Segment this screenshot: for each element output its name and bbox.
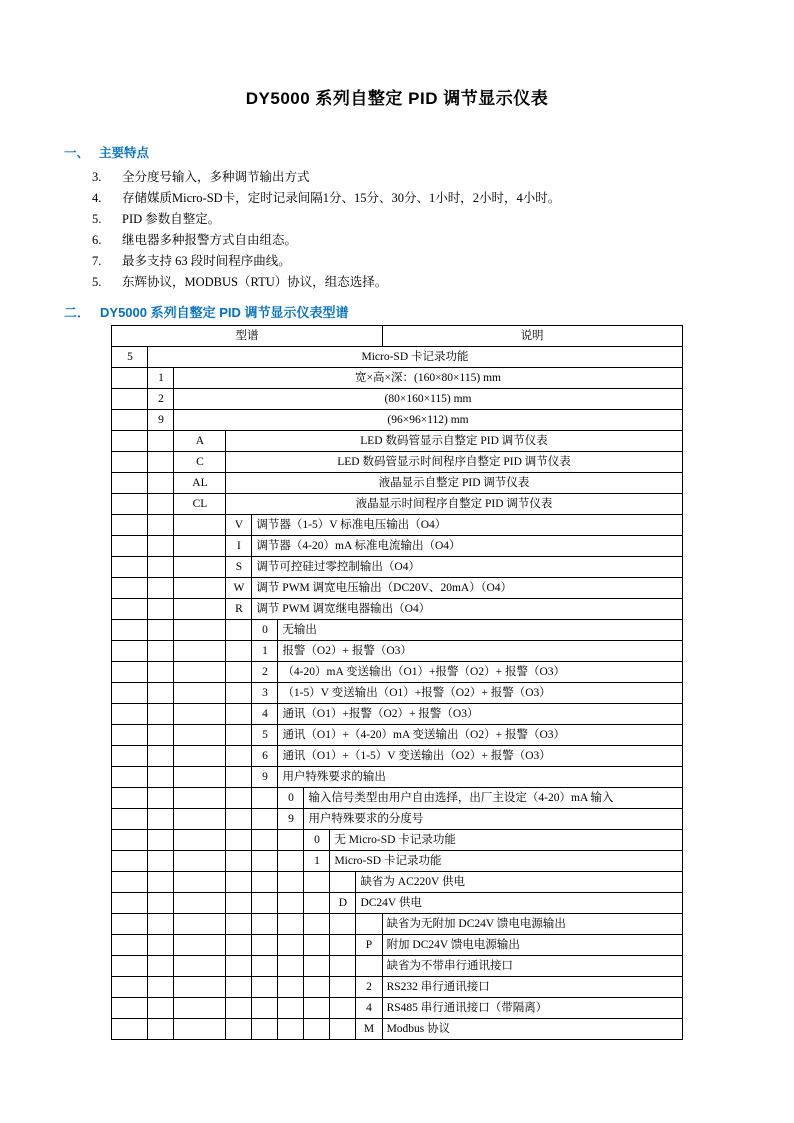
row-code: 1 [304, 851, 330, 872]
row-code: 1 [148, 368, 174, 389]
row-code: 3 [252, 683, 278, 704]
table-row [112, 473, 682, 494]
spacer-cell [278, 956, 304, 977]
spacer-cell [112, 683, 148, 704]
spacer-cell [174, 956, 226, 977]
row-code: 2 [356, 977, 382, 998]
table-row [112, 515, 682, 536]
row-code: 0 [278, 788, 304, 809]
row-code: P [356, 935, 382, 956]
spacer-cell [148, 830, 174, 851]
row-desc: 液晶显示自整定 PID 调节仪表 [226, 473, 682, 494]
spacer-cell [252, 788, 278, 809]
spacer-cell [226, 851, 252, 872]
spacer-cell [112, 494, 148, 515]
row-desc: 无 Micro-SD 卡记录功能 [330, 830, 682, 851]
spacer-cell [174, 725, 226, 746]
spacer-cell [174, 515, 226, 536]
spacer-cell [304, 935, 330, 956]
spacer-cell [148, 431, 174, 452]
spacer-cell [226, 956, 252, 977]
spacer-cell [112, 431, 148, 452]
table-header-model: 型谱 [112, 326, 382, 347]
spacer-cell [112, 893, 148, 914]
list-marker: 7. [92, 254, 102, 268]
spacer-cell [148, 473, 174, 494]
spacer-cell [148, 1019, 174, 1040]
spacer-cell [330, 956, 356, 977]
row-code [330, 872, 356, 893]
spacer-cell [304, 872, 330, 893]
table-row [112, 620, 682, 641]
row-desc: 附加 DC24V 馈电电源输出 [382, 935, 682, 956]
row-desc: 液晶显示时间程序自整定 PID 调节仪表 [226, 494, 682, 515]
row-code: 9 [148, 410, 174, 431]
spacer-cell [304, 893, 330, 914]
spacer-cell [174, 704, 226, 725]
row-code: 4 [356, 998, 382, 1019]
spacer-cell [278, 914, 304, 935]
spacer-cell [278, 977, 304, 998]
spacer-cell [174, 977, 226, 998]
table-row [112, 347, 682, 368]
spacer-cell [174, 830, 226, 851]
spacer-cell [148, 536, 174, 557]
section-number: 二． [64, 305, 91, 320]
spacer-cell [174, 809, 226, 830]
table-row [112, 998, 682, 1019]
spacer-cell [330, 935, 356, 956]
table-row [112, 935, 682, 956]
row-code: 2 [252, 662, 278, 683]
table-row [112, 641, 682, 662]
spacer-cell [112, 389, 148, 410]
spacer-cell [226, 830, 252, 851]
table-row [112, 557, 682, 578]
spacer-cell [112, 662, 148, 683]
spacer-cell [356, 956, 382, 977]
spacer-cell [252, 977, 278, 998]
spacer-cell [226, 746, 252, 767]
row-desc: Micro-SD 卡记录功能 [330, 851, 682, 872]
table-row [112, 746, 682, 767]
list-item [64, 272, 730, 292]
list-text: 最多支持 63 段时间程序曲线。 [122, 254, 291, 268]
spacer-cell [278, 851, 304, 872]
spacer-cell [148, 515, 174, 536]
row-code: A [174, 431, 226, 452]
spacer-cell [112, 746, 148, 767]
table-row [112, 704, 682, 725]
row-desc: 调节 PWM 调宽继电器输出（O4） [252, 599, 682, 620]
spacer-cell [148, 956, 174, 977]
spacer-cell [148, 872, 174, 893]
list-item [64, 209, 730, 229]
row-code: V [226, 515, 252, 536]
row-code: AL [174, 473, 226, 494]
spacer-cell [226, 935, 252, 956]
list-marker: 3. [92, 170, 102, 184]
row-desc: DC24V 供电 [356, 893, 682, 914]
spacer-cell [174, 557, 226, 578]
spacer-cell [148, 893, 174, 914]
table-row [112, 578, 682, 599]
list-marker: 4. [92, 191, 102, 205]
row-code: 0 [304, 830, 330, 851]
spacer-cell [112, 1019, 148, 1040]
spacer-cell [148, 746, 174, 767]
model-spectrum-table [111, 325, 682, 1040]
row-desc: LED 数码管显示时间程序自整定 PID 调节仪表 [226, 452, 682, 473]
spacer-cell [148, 809, 174, 830]
row-desc: 调节可控硅过零控制输出（O4） [252, 557, 682, 578]
row-code: C [174, 452, 226, 473]
list-text: 继电器多种报警方式自由组态。 [122, 233, 298, 247]
spacer-cell [252, 851, 278, 872]
spacer-cell [252, 935, 278, 956]
spacer-cell [148, 851, 174, 872]
list-item [64, 188, 730, 208]
section-number: 一、 [64, 146, 90, 160]
spacer-cell [278, 1019, 304, 1040]
spacer-cell [112, 536, 148, 557]
table-row [112, 956, 682, 977]
spacer-cell [148, 599, 174, 620]
spacer-cell [148, 977, 174, 998]
row-code: W [226, 578, 252, 599]
row-desc: 通讯（O1）+（1-5）V 变送输出（O2）+ 报警（O3） [278, 746, 682, 767]
row-code: 0 [252, 620, 278, 641]
row-desc: 通讯（O1）+报警（O2）+ 报警（O3） [278, 704, 682, 725]
spacer-cell [226, 683, 252, 704]
table-row [112, 662, 682, 683]
row-code: I [226, 536, 252, 557]
row-desc: RS485 串行通讯接口（带隔离） [382, 998, 682, 1019]
list-marker: 5. [92, 275, 102, 289]
row-code: S [226, 557, 252, 578]
table-row [112, 389, 682, 410]
row-code: 5 [112, 347, 148, 368]
spacer-cell [148, 641, 174, 662]
spacer-cell [226, 872, 252, 893]
spacer-cell [252, 872, 278, 893]
list-marker: 6. [92, 233, 102, 247]
spacer-cell [148, 725, 174, 746]
spacer-cell [252, 893, 278, 914]
list-item [64, 167, 730, 187]
spacer-cell [112, 998, 148, 1019]
spacer-cell [226, 767, 252, 788]
spacer-cell [226, 620, 252, 641]
section-title: DY5000 系列自整定 PID 调节显示仪表型谱 [100, 305, 349, 320]
spacer-cell [174, 683, 226, 704]
table-row [112, 977, 682, 998]
list-item [64, 251, 730, 271]
spacer-cell [304, 956, 330, 977]
spacer-cell [112, 515, 148, 536]
spacer-cell [304, 998, 330, 1019]
spacer-cell [112, 578, 148, 599]
row-code: CL [174, 494, 226, 515]
table-header-desc: 说明 [382, 326, 682, 347]
spacer-cell [112, 641, 148, 662]
table-row [112, 788, 682, 809]
section-title: 主要特点 [99, 146, 150, 160]
row-code: 5 [252, 725, 278, 746]
spacer-cell [252, 1019, 278, 1040]
spacer-cell [226, 641, 252, 662]
row-code: 6 [252, 746, 278, 767]
row-desc: （1-5）V 变送输出（O1）+报警（O2）+ 报警（O3） [278, 683, 682, 704]
spacer-cell [112, 767, 148, 788]
spacer-cell [330, 1019, 356, 1040]
row-desc: 宽×高×深：(160×80×115) mm [174, 368, 682, 389]
spacer-cell [330, 977, 356, 998]
row-desc: 调节器（1-5）V 标准电压输出（O4） [252, 515, 682, 536]
spacer-cell [174, 872, 226, 893]
spacer-cell [252, 830, 278, 851]
list-text: 东辉协议，MODBUS（RTU）协议，组态选择。 [122, 275, 388, 289]
spacer-cell [174, 935, 226, 956]
table-row [112, 830, 682, 851]
spacer-cell [226, 662, 252, 683]
spacer-cell [174, 998, 226, 1019]
spacer-cell [174, 893, 226, 914]
spacer-cell [112, 914, 148, 935]
table-row [112, 494, 682, 515]
row-desc: Micro-SD 卡记录功能 [148, 347, 682, 368]
spacer-cell [148, 683, 174, 704]
spacer-cell [252, 998, 278, 1019]
spacer-cell [148, 620, 174, 641]
row-desc: 输入信号类型由用户自由选择，出厂主设定（4-20）mA 输入 [304, 788, 682, 809]
list-item [64, 230, 730, 250]
feature-list [64, 167, 730, 292]
spacer-cell [112, 725, 148, 746]
row-desc: 缺省为不带串行通讯接口 [382, 956, 682, 977]
row-desc: RS232 串行通讯接口 [382, 977, 682, 998]
spacer-cell [148, 452, 174, 473]
spacer-cell [112, 956, 148, 977]
spacer-cell [148, 914, 174, 935]
row-desc: Modbus 协议 [382, 1019, 682, 1040]
spacer-cell [304, 977, 330, 998]
table-row [112, 536, 682, 557]
row-desc: (80×160×115) mm [174, 389, 682, 410]
row-code: M [356, 1019, 382, 1040]
table-row [112, 683, 682, 704]
spacer-cell [174, 578, 226, 599]
spacer-cell [278, 935, 304, 956]
table-row [112, 914, 682, 935]
row-desc: 无输出 [278, 620, 682, 641]
row-desc: 通讯（O1）+（4-20）mA 变送输出（O2）+ 报警（O3） [278, 725, 682, 746]
table-row [112, 767, 682, 788]
list-text: 全分度号输入，多种调节输出方式 [122, 170, 310, 184]
spacer-cell [112, 620, 148, 641]
section-heading-features [64, 143, 730, 161]
spacer-cell [174, 620, 226, 641]
spacer-cell [112, 809, 148, 830]
row-code: R [226, 599, 252, 620]
row-code: 4 [252, 704, 278, 725]
row-code: 9 [278, 809, 304, 830]
spacer-cell [112, 788, 148, 809]
table-row [112, 725, 682, 746]
row-code: 2 [148, 389, 174, 410]
spacer-cell [148, 767, 174, 788]
spacer-cell [330, 998, 356, 1019]
spacer-cell [148, 578, 174, 599]
spacer-cell [112, 557, 148, 578]
spacer-cell [278, 998, 304, 1019]
row-desc: 用户特殊要求的输出 [278, 767, 682, 788]
spacer-cell [252, 914, 278, 935]
row-desc: （4-20）mA 变送输出（O1）+报警（O2）+ 报警（O3） [278, 662, 682, 683]
spacer-cell [174, 914, 226, 935]
spacer-cell [226, 704, 252, 725]
spacer-cell [112, 452, 148, 473]
table-row [112, 872, 682, 893]
table-row [112, 893, 682, 914]
row-desc: 调节 PWM 调宽电压输出（DC20V、20mA）（O4） [252, 578, 682, 599]
row-desc: 调节器（4-20）mA 标准电流输出（O4） [252, 536, 682, 557]
spacer-cell [226, 998, 252, 1019]
row-code: 9 [252, 767, 278, 788]
spacer-cell [174, 599, 226, 620]
spacer-cell [174, 851, 226, 872]
spacer-cell [278, 893, 304, 914]
section-heading-model-table [64, 302, 730, 321]
list-text: PID 参数自整定。 [122, 212, 221, 226]
spacer-cell [112, 599, 148, 620]
spacer-cell [112, 977, 148, 998]
spacer-cell [278, 830, 304, 851]
row-desc: LED 数码管显示自整定 PID 调节仪表 [226, 431, 682, 452]
spacer-cell [148, 557, 174, 578]
spacer-cell [174, 746, 226, 767]
row-code: 1 [252, 641, 278, 662]
spacer-cell [148, 494, 174, 515]
spacer-cell [112, 368, 148, 389]
table-row [112, 452, 682, 473]
spacer-cell [226, 725, 252, 746]
spacer-cell [112, 851, 148, 872]
table-row [112, 599, 682, 620]
spacer-cell [226, 1019, 252, 1040]
spacer-cell [112, 830, 148, 851]
spacer-cell [112, 872, 148, 893]
spacer-cell [252, 956, 278, 977]
spacer-cell [112, 410, 148, 431]
table-row [112, 431, 682, 452]
spacer-cell [226, 893, 252, 914]
spacer-cell [226, 788, 252, 809]
row-desc: 缺省为无附加 DC24V 馈电电源输出 [382, 914, 682, 935]
spacer-cell [278, 872, 304, 893]
table-row [112, 809, 682, 830]
spacer-cell [148, 662, 174, 683]
row-code: D [330, 893, 356, 914]
row-desc: 缺省为 AC220V 供电 [356, 872, 682, 893]
spacer-cell [112, 935, 148, 956]
table-row [112, 1019, 682, 1040]
table-header-row [112, 326, 682, 347]
spacer-cell [112, 473, 148, 494]
spacer-cell [252, 809, 278, 830]
spacer-cell [148, 704, 174, 725]
spacer-cell [330, 914, 356, 935]
row-desc: 用户特殊要求的分度号 [304, 809, 682, 830]
list-text: 存储媒质Micro-SD卡，定时记录间隔1分、15分、30分、1小时，2小时，4小时。 [122, 191, 561, 205]
spacer-cell [174, 662, 226, 683]
spacer-cell [148, 788, 174, 809]
spacer-cell [174, 767, 226, 788]
page-title: DY5000 系列自整定 PID 调节显示仪表 [245, 89, 549, 108]
table-row [112, 851, 682, 872]
spacer-cell [112, 704, 148, 725]
spacer-cell [174, 536, 226, 557]
spacer-cell [304, 1019, 330, 1040]
list-marker: 5. [92, 212, 102, 226]
row-code [356, 914, 382, 935]
spacer-cell [148, 935, 174, 956]
row-desc: (96×96×112) mm [174, 410, 682, 431]
spacer-cell [174, 1019, 226, 1040]
spacer-cell [174, 788, 226, 809]
spacer-cell [148, 998, 174, 1019]
spacer-cell [304, 914, 330, 935]
spacer-cell [226, 914, 252, 935]
table-row [112, 368, 682, 389]
spacer-cell [226, 809, 252, 830]
spacer-cell [174, 641, 226, 662]
table-row [112, 410, 682, 431]
row-desc: 报警（O2）+ 报警（O3） [278, 641, 682, 662]
spacer-cell [226, 977, 252, 998]
